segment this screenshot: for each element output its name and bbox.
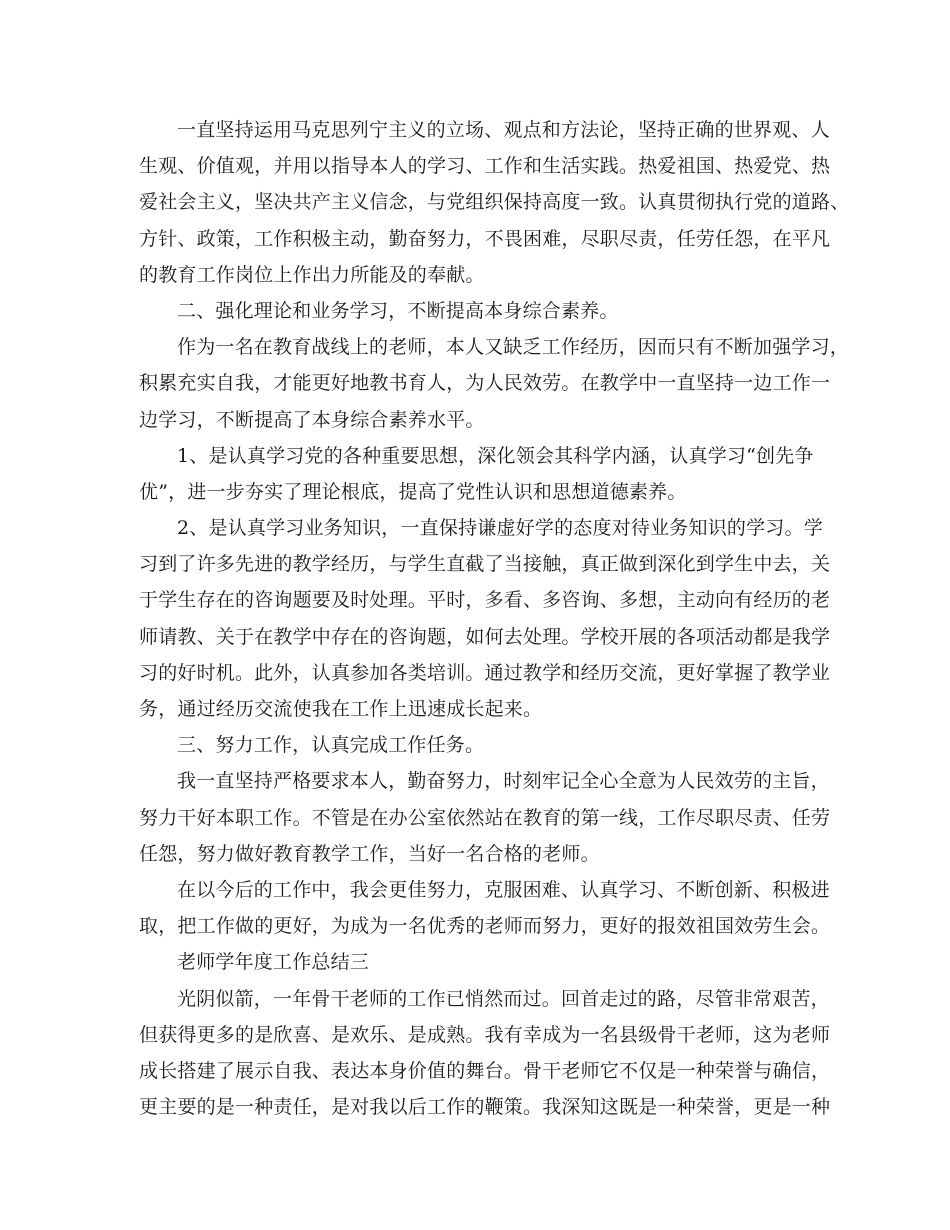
text-line: 方针、政策，工作积极主动，勤奋努力，不畏困难，尽职尽责，任劳任怨，在平凡 bbox=[139, 227, 831, 250]
text-line: 边学习，不断提高了本身综合素养水平。 bbox=[139, 408, 485, 431]
document-body bbox=[139, 112, 850, 1125]
text-line: 光阴似箭，一年骨干老师的工作已悄然而过。回首走过的路，尽管非常艰苦， bbox=[177, 987, 830, 1010]
text-line: 三、努力工作，认真完成工作任务。 bbox=[177, 734, 485, 757]
text-line: 一直坚持运用马克思列宁主义的立场、观点和方法论，坚持正确的世界观、人 bbox=[177, 119, 830, 141]
text-line: 于学生存在的咨询题要及时处理。平时，多看、多咨询、多想，主动向有经历的老 bbox=[139, 589, 831, 612]
text-line: 2、是认真学习业务知识，一直保持谦虚好学的态度对待业务知识的学习。学 bbox=[177, 517, 823, 540]
text-line: 努力干好本职工作。不管是在办公室依然站在教育的第一线，工作尽职尽责、任劳 bbox=[139, 806, 831, 829]
text-line: 二、强化理论和业务学习，不断提高本身综合素养。 bbox=[177, 299, 619, 322]
text-line: 但获得更多的是欣喜、是欢乐、是成熟。我有幸成为一名县级骨干老师，这为老师 bbox=[139, 1023, 831, 1046]
text-line: 老师学年度工作总结三 bbox=[177, 951, 370, 974]
text-line: 务，通过经历交流使我在工作上迅速成长起来。 bbox=[139, 698, 543, 720]
text-line: 习的好时机。此外，认真参加各类培训。通过教学和经历交流，更好掌握了教学业 bbox=[139, 661, 831, 684]
text-line: 我一直坚持严格要求本人，勤奋努力，时刻牢记全心全意为人民效劳的主旨， bbox=[177, 770, 830, 793]
text-line: 1、是认真学习党的各种重要思想，深化领会其科学内涵，认真学习“创先争 bbox=[177, 444, 814, 467]
text-line: 优”，进一步夯实了理论根底，提高了党性认识和思想道德素养。 bbox=[139, 480, 687, 503]
text-line: 积累充实自我，才能更好地教书育人，为人民效劳。在教学中一直坚持一边工作一 bbox=[139, 372, 831, 395]
text-line: 的教育工作岗位上作出力所能及的奉献。 bbox=[139, 263, 485, 286]
text-line: 师请教、关于在教学中存在的咨询题，如何去处理。学校开展的各项活动都是我学 bbox=[139, 625, 831, 648]
text-line: 更主要的是一种责任，是对我以后工作的鞭策。我深知这既是一种荣誉，更是一种 bbox=[139, 1096, 831, 1119]
text-line: 习到了许多先进的教学经历，与学生直截了当接触，真正做到深化到学生中去，关 bbox=[139, 553, 831, 576]
text-line: 作为一名在教育战线上的老师，本人又缺乏工作经历，因而只有不断加强学习， bbox=[177, 336, 850, 359]
text-line: 成长搭建了展示自我、表达本身价值的舞台。骨干老师它不仅是一种荣誉与确信， bbox=[139, 1059, 831, 1082]
text-line: 取，把工作做的更好，为成为一名优秀的老师而努力，更好的报效祖国效劳生会。 bbox=[139, 915, 831, 938]
text-line: 爱社会主义，坚决共产主义信念，与党组织保持高度一致。认真贯彻执行党的道路、 bbox=[139, 191, 850, 214]
text-line: 任怨，努力做好教育教学工作，当好一名合格的老师。 bbox=[139, 842, 600, 865]
text-line: 在以今后的工作中，我会更佳努力，克服困难、认真学习、不断创新、积极进 bbox=[177, 878, 830, 901]
text-line: 生观、价值观，并用以指导本人的学习、工作和生活实践。热爱祖国、热爱党、热 bbox=[139, 155, 831, 178]
